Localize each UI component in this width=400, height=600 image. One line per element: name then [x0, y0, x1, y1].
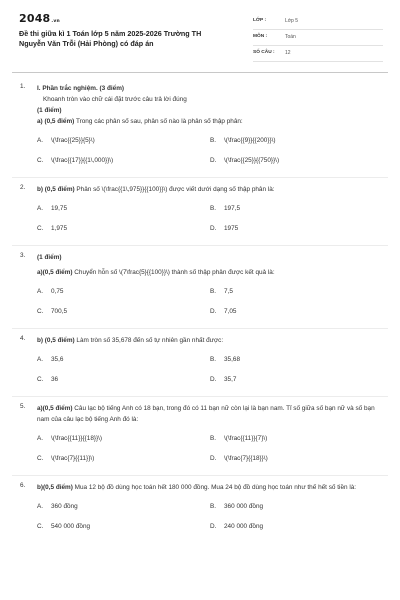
question-body	[37, 482, 376, 537]
question-body	[37, 252, 376, 322]
option-text: 540 000 đồng	[51, 523, 91, 530]
option-text: \(\frac{{25}}{{750}}\)	[224, 157, 280, 164]
option-c[interactable]	[37, 151, 210, 171]
option-a[interactable]	[37, 282, 210, 302]
answer-options	[37, 429, 376, 469]
header-divider	[12, 72, 388, 73]
question-number: 4.	[20, 335, 26, 342]
option-text: 7,05	[224, 308, 237, 315]
question-number: 2.	[20, 184, 26, 191]
option-text: 19,75	[51, 205, 67, 212]
option-letter: A.	[37, 356, 44, 363]
option-text: 36	[51, 376, 59, 383]
option-text: \(\frac{{9}}{{200}}\)	[224, 137, 276, 144]
points-label: (1 điểm)	[37, 107, 62, 114]
question-stem: Mua 12 bộ đồ dùng học toán hết 180 000 đồng. Mua 24 bộ đồ dùng học toán như thế hết số tiền là:	[72, 484, 357, 491]
option-b[interactable]	[210, 131, 380, 151]
section-heading: I. Phần trắc nghiệm. (3 điểm)	[37, 85, 125, 92]
question-stem: Trong các phân số sau, phân số nào là phân số thập phân:	[74, 118, 243, 125]
question-stem: Làm tròn số 35,678 đến số tự nhiên gần nhất được:	[74, 337, 224, 344]
question-prefix: b) (0,5 điểm)	[37, 186, 75, 193]
meta-panel	[253, 14, 383, 62]
option-letter: B.	[210, 503, 217, 510]
question-6	[12, 476, 388, 543]
question-5	[12, 397, 388, 476]
option-text: \(\frac{7}{{11}}\)	[51, 455, 95, 462]
option-letter: A.	[37, 435, 44, 442]
option-b[interactable]	[210, 199, 380, 219]
option-text: \(\frac{7}{{18}}\)	[224, 455, 268, 462]
option-letter: D.	[210, 225, 217, 232]
question-number: 5.	[20, 403, 26, 410]
question-prefix: a) (0,5 điểm)	[37, 118, 75, 125]
option-letter: C.	[37, 376, 44, 383]
option-a[interactable]	[37, 199, 210, 219]
option-letter: A.	[37, 503, 44, 510]
option-letter: B.	[210, 137, 217, 144]
question-text	[37, 482, 376, 493]
meta-row-subject	[253, 30, 383, 46]
option-a[interactable]	[37, 131, 210, 151]
logo-text: 2048	[19, 12, 51, 25]
option-letter: C.	[37, 157, 44, 164]
question-4	[12, 329, 388, 397]
option-b[interactable]	[210, 497, 380, 517]
meta-row-class	[253, 14, 383, 30]
option-text: 197,5	[224, 205, 240, 212]
option-letter: A.	[37, 137, 44, 144]
question-number: 6.	[20, 482, 26, 489]
option-c[interactable]	[37, 517, 210, 537]
option-text: 0,75	[51, 288, 64, 295]
question-stem: Phân số \(\frac{{1\,975}}{{100}}\) được viết dưới dạng số thập phân là:	[74, 186, 275, 193]
option-b[interactable]	[210, 282, 380, 302]
option-d[interactable]	[210, 370, 380, 390]
option-letter: C.	[37, 523, 44, 530]
question-3	[12, 246, 388, 329]
answer-options	[37, 131, 376, 171]
question-body	[37, 335, 376, 390]
option-letter: D.	[210, 455, 217, 462]
option-text: \(\frac{{11}}{7}\)	[224, 435, 268, 442]
option-d[interactable]	[210, 151, 380, 171]
option-letter: B.	[210, 356, 217, 363]
points-label: (1 điểm)	[37, 254, 62, 261]
answer-options	[37, 199, 376, 239]
question-prefix: b)(0,5 điểm)	[37, 484, 73, 491]
question-body	[37, 83, 376, 171]
option-d[interactable]	[210, 219, 380, 239]
option-text: 360 000 đồng	[224, 503, 264, 510]
option-text: 360 đồng	[51, 503, 78, 510]
option-d[interactable]	[210, 449, 380, 469]
option-text: 35,6	[51, 356, 64, 363]
question-body	[37, 184, 376, 239]
question-number: 1.	[20, 83, 26, 90]
option-text: \(\frac{{17}}{{1\,000}}\)	[51, 157, 114, 164]
option-a[interactable]	[37, 497, 210, 517]
question-prefix: b) (0,5 điểm)	[37, 337, 75, 344]
meta-value-class: Lớp 5	[285, 18, 299, 24]
option-letter: C.	[37, 455, 44, 462]
meta-label-question-count: SỐ CÂU :	[253, 50, 275, 55]
answer-options	[37, 282, 376, 322]
document-title: Đề thi giữa kì 1 Toán lớp 5 năm 2025-2026 Trường TH Nguyễn Văn Trỗi (Hải Phòng) có đáp án	[19, 29, 202, 48]
option-letter: B.	[210, 435, 217, 442]
meta-row-question-count	[253, 46, 383, 62]
page-header	[0, 0, 400, 66]
option-letter: A.	[37, 205, 44, 212]
option-text: 7,5	[224, 288, 233, 295]
option-d[interactable]	[210, 302, 380, 322]
option-text: 35,7	[224, 376, 237, 383]
question-2	[12, 178, 388, 246]
option-letter: D.	[210, 308, 217, 315]
question-prefix: a)(0,5 điểm)	[37, 405, 73, 412]
option-b[interactable]	[210, 429, 380, 449]
option-letter: C.	[37, 308, 44, 315]
option-c[interactable]	[37, 370, 210, 390]
question-stem: Câu lạc bộ tiếng Anh có 18 bạn, trong đó có 11 bạn nữ còn lại là bạn nam. Tỉ số giữa số bạn nữ và số bạn nam của câu lạc bộ tiếng Anh đó là:	[37, 405, 375, 423]
option-text: \(\frac{{25}}{5}\)	[51, 137, 95, 144]
meta-value-question-count: 12	[285, 50, 291, 56]
option-text: 1,975	[51, 225, 67, 232]
question-list	[0, 77, 400, 543]
option-d[interactable]	[210, 517, 380, 537]
question-number: 3.	[20, 252, 26, 259]
answer-options	[37, 497, 376, 537]
option-letter: C.	[37, 225, 44, 232]
question-text	[37, 116, 376, 127]
option-letter: B.	[210, 288, 217, 295]
option-a[interactable]	[37, 429, 210, 449]
question-prefix: a)(0,5 điểm)	[37, 269, 73, 276]
question-1	[12, 77, 388, 178]
question-stem: Chuyển hỗn số \(7\frac{5}{{100}}\) thành số thập phân được kết quả là:	[72, 269, 275, 276]
option-b[interactable]	[210, 350, 380, 370]
option-c[interactable]	[37, 302, 210, 322]
option-text: \(\frac{{11}}{{18}}\)	[51, 435, 103, 442]
option-c[interactable]	[37, 449, 210, 469]
option-text: 240 000 đồng	[224, 523, 264, 530]
option-text: 1975	[224, 225, 239, 232]
question-body	[37, 403, 376, 469]
question-text	[37, 267, 376, 278]
site-logo[interactable]	[19, 12, 60, 25]
option-letter: D.	[210, 376, 217, 383]
option-c[interactable]	[37, 219, 210, 239]
question-text	[37, 403, 376, 425]
option-letter: B.	[210, 205, 217, 212]
instruction-text: Khoanh tròn vào chữ cái đặt trước câu trả lời đúng	[43, 96, 187, 103]
logo-suffix: .vn	[51, 19, 60, 24]
question-text	[37, 335, 376, 346]
meta-label-subject: MÔN :	[253, 34, 268, 39]
option-letter: D.	[210, 523, 217, 530]
option-text: 35,68	[224, 356, 240, 363]
option-letter: D.	[210, 157, 217, 164]
question-text	[37, 184, 376, 195]
meta-value-subject: Toán	[285, 34, 296, 40]
option-text: 700,5	[51, 308, 67, 315]
option-letter: A.	[37, 288, 44, 295]
meta-label-class: LỚP :	[253, 18, 267, 23]
answer-options	[37, 350, 376, 390]
option-a[interactable]	[37, 350, 210, 370]
